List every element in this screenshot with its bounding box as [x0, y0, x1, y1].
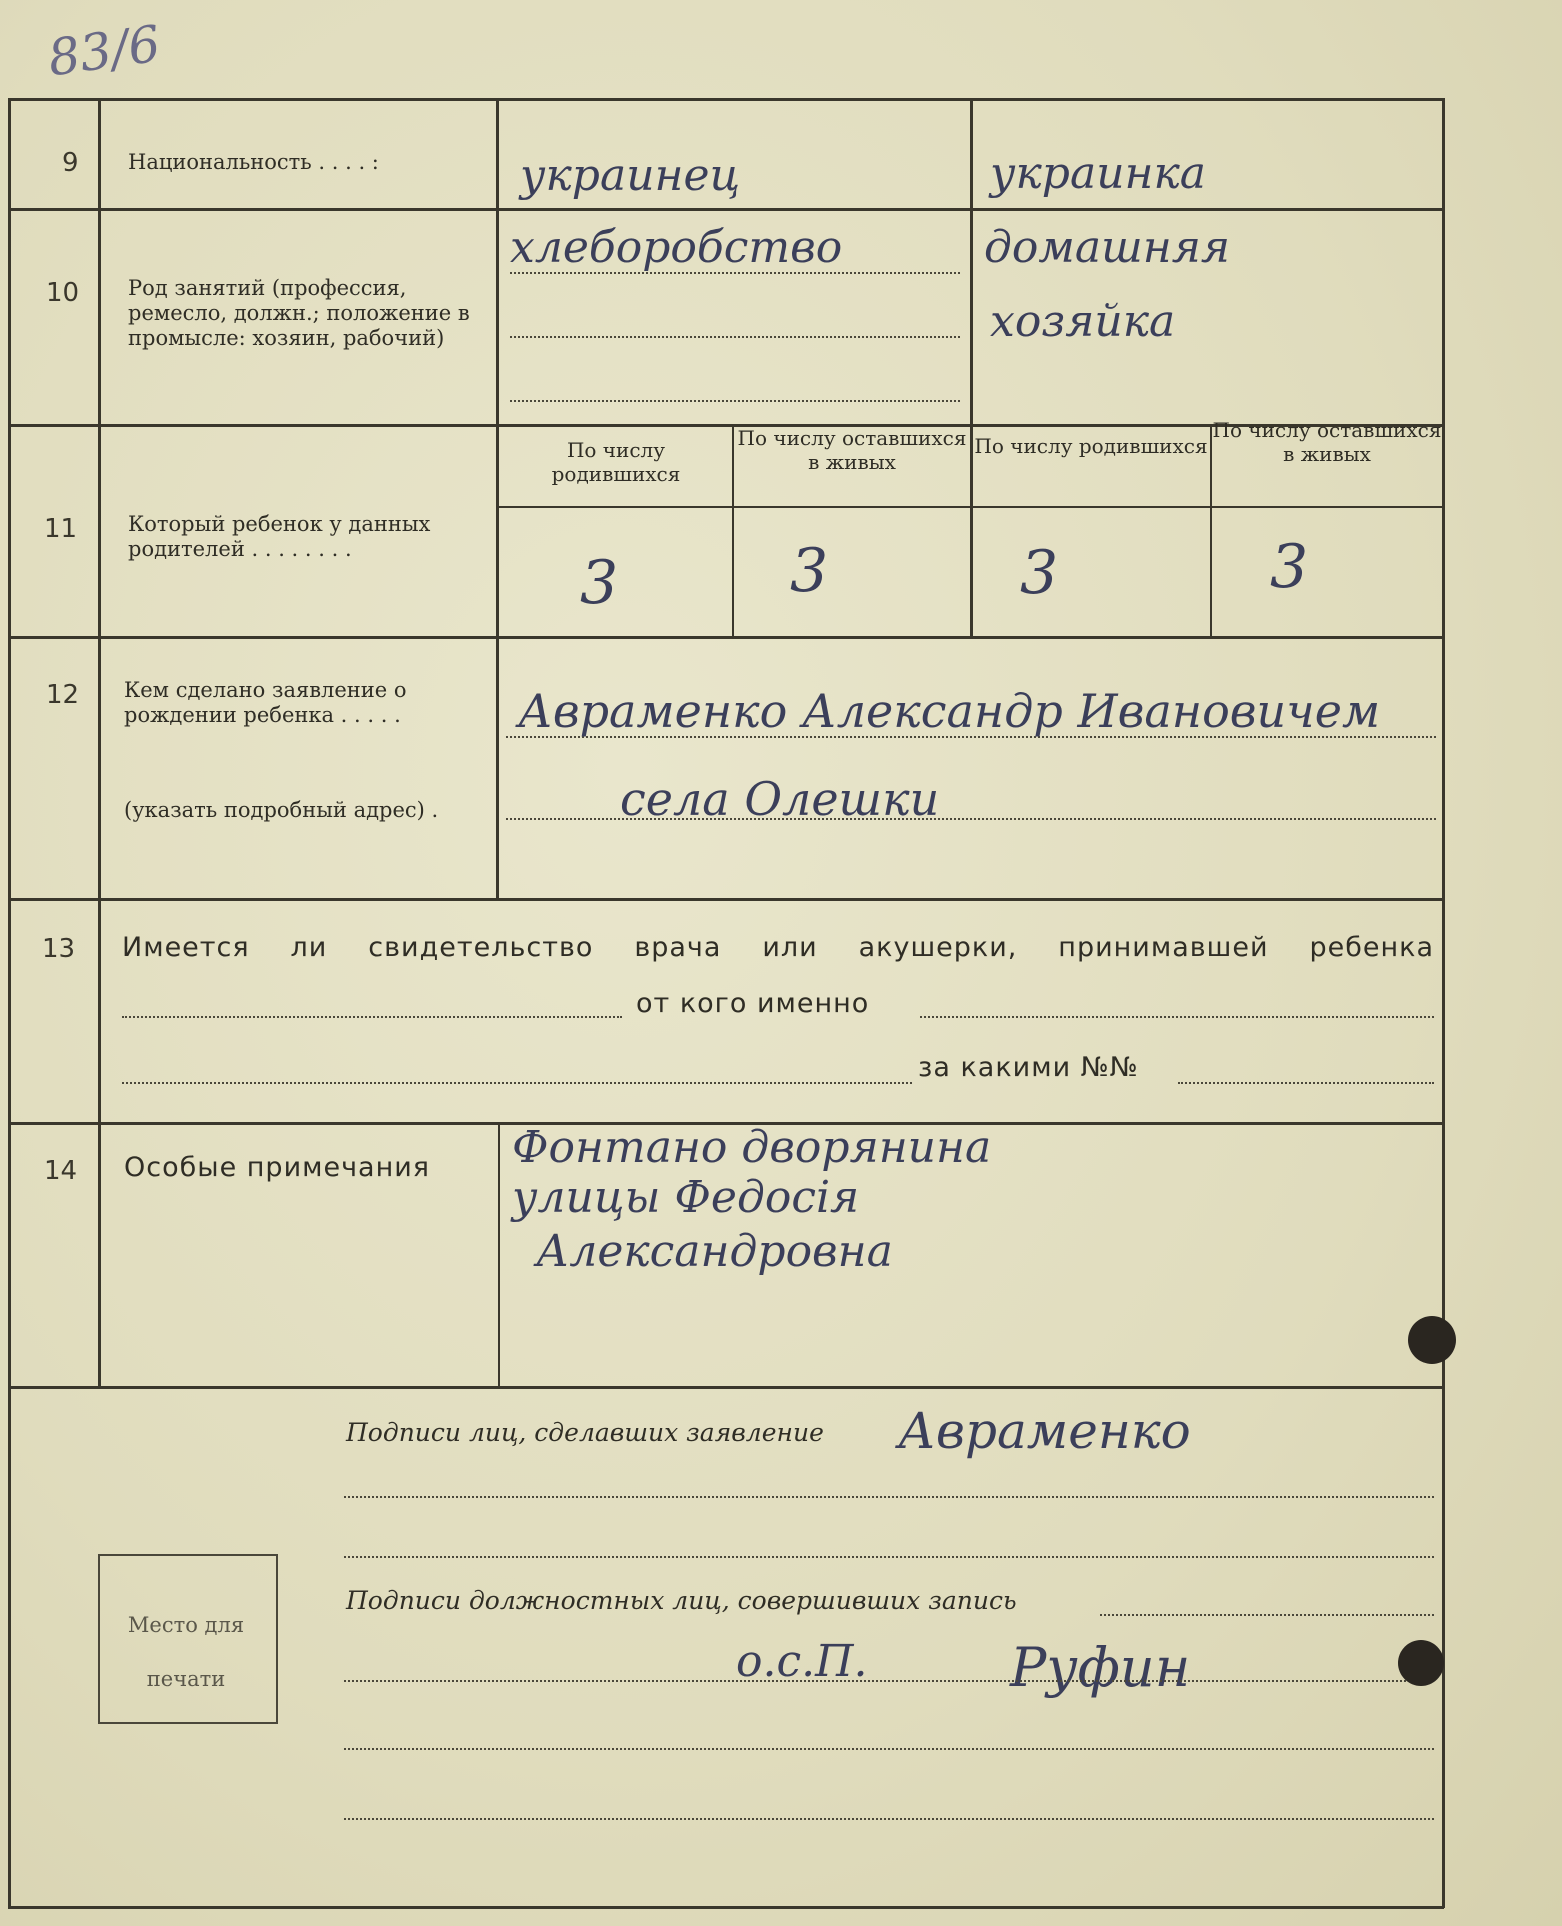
row-number-9: 9	[62, 148, 79, 178]
row-number-11: 11	[44, 514, 78, 544]
label-from-whom: от кого именно	[636, 988, 870, 1019]
label-column-divider-row14	[498, 1124, 500, 1388]
value-living-father: 3	[790, 536, 829, 606]
dotted-line	[1178, 1082, 1434, 1084]
label-column-divider	[496, 98, 499, 898]
label-special-notes: Особые примечания	[124, 1152, 431, 1183]
label-address-hint: (указать подробный адрес) .	[124, 798, 439, 822]
subheader-living-mother: По числу оставшихся в живых	[1212, 418, 1442, 466]
dotted-line	[1100, 1614, 1434, 1616]
archive-number: 83/6	[44, 14, 164, 88]
row-separator-12	[8, 898, 1444, 901]
notes-line3: Александровна	[536, 1226, 893, 1277]
mother-occupation-line1: домашняя	[984, 222, 1231, 273]
label-declarant: Кем сделано заявление о рождении ребенка . . . . .	[124, 678, 407, 727]
table-left-border	[8, 98, 11, 1908]
row-separator-11	[8, 636, 1444, 639]
label-occupation: Род занятий (профессия, ремесло, должн.; положение в промысле: хозяин, рабочий)	[128, 276, 470, 350]
label-numbers: за какими №№	[918, 1052, 1139, 1083]
child-subheader-separator	[498, 506, 1442, 508]
subheader-born-mother: По числу родившихся	[974, 434, 1208, 458]
punch-hole	[1408, 1316, 1456, 1364]
official-initials: о.с.П.	[736, 1636, 868, 1687]
row-number-14: 14	[44, 1156, 78, 1186]
subheader-born-father: По числу родившихся	[551, 438, 681, 486]
label-official-signatures: Подписи должностных лиц, совершивших запись	[346, 1586, 1017, 1615]
father-occupation: хлеборобство	[510, 222, 843, 273]
label-certificate: Имеется ли свидетельство врача или акушерки, принимавшей ребенка	[122, 932, 1434, 963]
table-top-border	[8, 98, 1444, 101]
parents-divider	[970, 98, 973, 636]
dotted-line	[122, 1082, 912, 1084]
dotted-line	[344, 1818, 1434, 1820]
notes-line1: Фонтано дворянина	[512, 1122, 992, 1173]
table-right-border	[1442, 98, 1445, 1908]
dotted-line	[510, 336, 960, 338]
row-separator-14	[8, 1386, 1444, 1389]
dotted-line	[344, 1748, 1434, 1750]
label-which-child: Который ребенок у данных родителей . . . . . . . .	[128, 512, 431, 561]
declarant-line1: Авраменко Александр Ивановичем	[518, 684, 1381, 738]
row-number-12: 12	[46, 680, 80, 710]
dotted-line	[510, 400, 960, 402]
father-nationality: украинец	[520, 150, 741, 201]
value-living-mother: 3	[1270, 532, 1309, 602]
dotted-line	[344, 1556, 1434, 1558]
mother-occupation-line2: хозяйка	[990, 296, 1176, 347]
declarant-signature: Авраменко	[898, 1402, 1191, 1460]
notes-line2: улицы Федосія	[512, 1172, 860, 1223]
dotted-line	[344, 1680, 1434, 1682]
official-signature: Руфин	[1010, 1636, 1191, 1699]
subheader-living-father: По числу оставшихся в живых	[737, 426, 967, 474]
dotted-line	[344, 1496, 1434, 1498]
row-separator-9	[8, 208, 1444, 211]
row-number-10: 10	[46, 278, 80, 308]
label-nationality: Национальность . . . . :	[128, 150, 379, 174]
stamp-place-label: Место для печати	[127, 1613, 245, 1691]
label-declarant-signatures: Подписи лиц, сделавших заявление	[346, 1418, 824, 1447]
declarant-line2: села Олешки	[620, 772, 940, 826]
punch-hole	[1398, 1640, 1444, 1686]
value-born-father: 3	[580, 548, 619, 618]
dotted-line	[122, 1016, 622, 1018]
table-bottom-border	[8, 1906, 1444, 1909]
number-column-divider	[98, 98, 101, 1388]
row-number-13: 13	[42, 934, 76, 964]
dotted-line	[920, 1016, 1434, 1018]
value-born-mother: 3	[1020, 538, 1059, 608]
mother-nationality: украинка	[990, 148, 1207, 199]
